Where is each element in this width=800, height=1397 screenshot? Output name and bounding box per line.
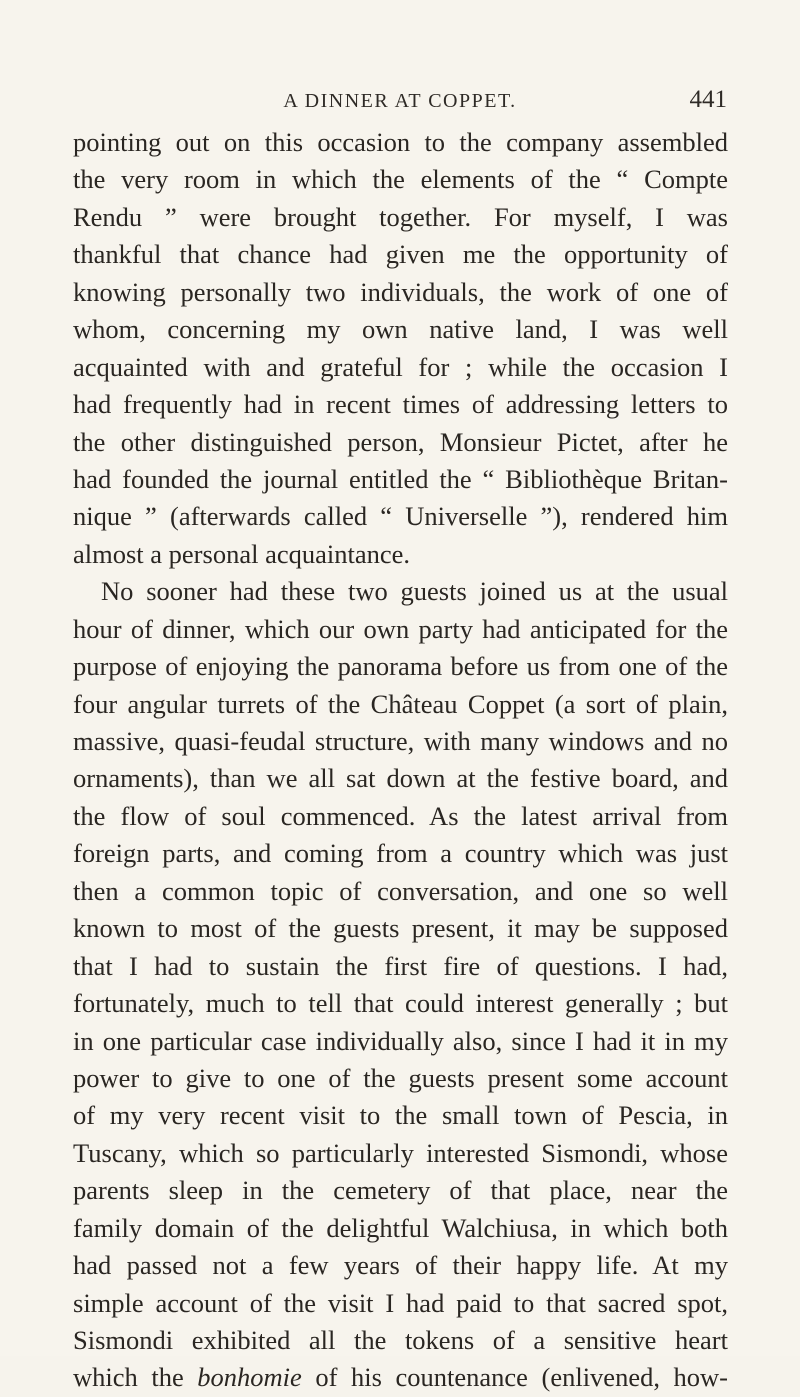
text-line: family domain of the delightful Walchiusa, in which both	[73, 1212, 728, 1243]
text-line: Rendu ” were brought together. For myself, I was	[73, 201, 728, 232]
text-line: Sismondi exhibited all the tokens of a sensitive heart	[73, 1325, 728, 1355]
text-line: nique ” (afterwards called “ Universelle ”), rendered him	[73, 501, 728, 532]
final-line-after: of his countenance (enlivened, how-	[301, 1362, 728, 1393]
text-line: that I had to sustain the first fire of questions. I had,	[73, 950, 728, 981]
text-line: the other distinguished person, Monsieur Pictet, after he	[73, 426, 728, 457]
text-line: knowing personally two individuals, the work of one of	[73, 276, 728, 307]
text-line: pointing out on this occasion to the company assembled	[73, 127, 728, 157]
final-line-before: which the	[73, 1362, 198, 1393]
running-head	[0, 86, 800, 116]
text-line: of my very recent visit to the small town of Pescia, in	[73, 1100, 728, 1131]
text-line: then a common topic of conversation, and one so well	[73, 875, 728, 906]
text-line-final	[73, 1359, 728, 1396]
running-title: A DINNER AT COPPET.	[283, 90, 517, 112]
text-line: fortunately, much to tell that could interest generally ; but	[73, 988, 728, 1019]
text-line: had founded the journal entitled the “ Bibliothèque Britan-	[73, 463, 728, 494]
body-text	[73, 124, 728, 1397]
text-line: whom, concerning my own native land, I was well	[73, 314, 728, 345]
text-line: in one particular case individually also, since I had it in my	[73, 1025, 728, 1056]
paragraph-end-line: almost a personal acquaintance.	[73, 538, 410, 569]
paragraph-start-line: No sooner had these two guests joined us at the usual	[101, 576, 728, 607]
text-line: known to most of the guests present, it may be supposed	[73, 913, 728, 944]
text-line: power to give to one of the guests present some account	[73, 1062, 728, 1093]
text-line: ornaments), than we all sat down at the festive board, and	[73, 763, 728, 794]
text-line: the very room in which the elements of the “ Compte	[73, 164, 728, 195]
page-number: 441	[689, 86, 727, 113]
text-line: massive, quasi-feudal structure, with many windows and no	[73, 726, 728, 756]
text-line: the flow of soul commenced. As the latest arrival from	[73, 800, 728, 831]
text-line: hour of dinner, which our own party had anticipated for the	[73, 613, 728, 644]
text-line: four angular turrets of the Château Coppet (a sort of plain,	[73, 688, 728, 719]
italic-term: bonhomie	[197, 1362, 302, 1393]
text-line: foreign parts, and coming from a country which was just	[73, 838, 728, 869]
text-line: simple account of the visit I had paid to that sacred spot,	[73, 1287, 728, 1318]
text-line: Tuscany, which so particularly interested Sismondi, whose	[73, 1137, 728, 1168]
text-line: thankful that chance had given me the opportunity of	[73, 239, 728, 270]
text-line: acquainted with and grateful for ; while the occasion I	[73, 351, 728, 382]
text-line: purpose of enjoying the panorama before us from one of the	[73, 651, 728, 682]
text-line: had passed not a few years of their happy life. At my	[73, 1250, 728, 1281]
text-line: had frequently had in recent times of addressing letters to	[73, 389, 728, 420]
text-line: parents sleep in the cemetery of that place, near the	[73, 1175, 728, 1206]
